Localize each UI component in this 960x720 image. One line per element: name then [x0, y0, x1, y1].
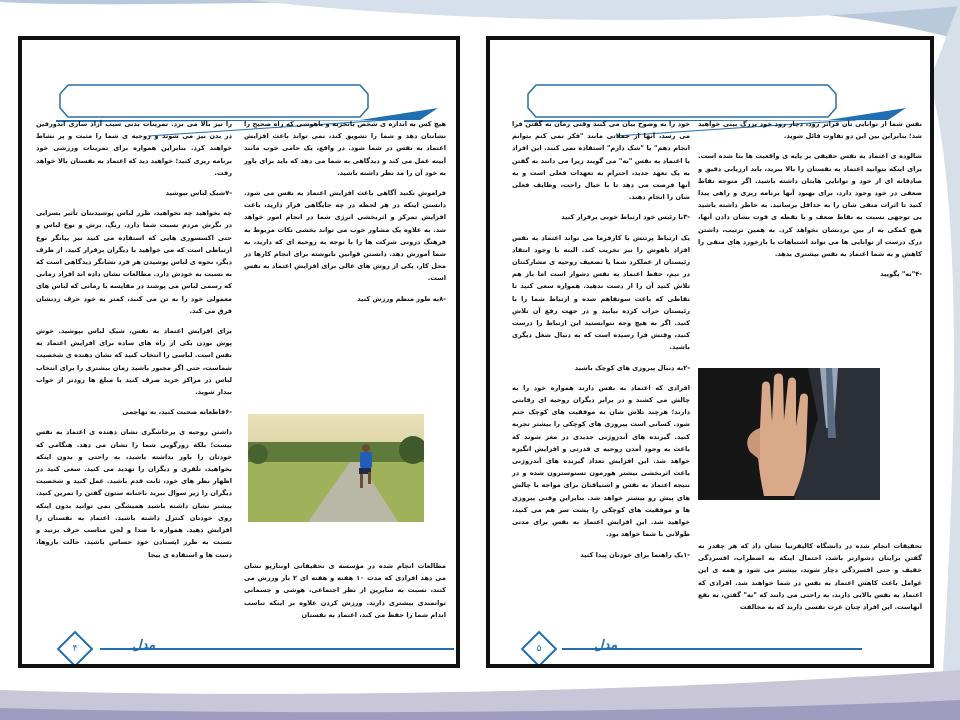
paragraph: افرادی که اعتماد به نفس دارند همواره خود را به چالش می کشند و در برابر دیگران روحیه ای رقابتی دارند؛ هرچند تلاش شان به موفقیت های کوچک ختم شود. کسانی است پیروزی های کوچکی را بیشتر تجربه کنید. گیرنده های آندروژنی جدیدی در مغز شوند که باعث به وجود آمدن روحیه ی قدرتی و افزایش انگیزه خواهد شد. این افزایش تعداد گیرنده های آندروژنی باعث اثربخشی بیشتر هورمون تستوسترون شده و در نتیجه اعتماد به نفس و اشتیاقتان برای مواجه با چالش های پیش رو بیشتر خواهد شد. بنابراین وقتی پیروزی ها و موفقیت های کوچکی را پشت سر هم می کنید، خواهید شد. این افزایش اعتماد به نفس برای مدتی طولانی با شما خواهد بود. — [512, 383, 690, 539]
section-heading: -۳با رئیس خود ارتباط خوبی برقرار کنید — [561, 213, 690, 222]
section-heading: -۴"نه" بگویید — [880, 270, 922, 279]
magazine-page-right — [486, 36, 934, 668]
magazine-page-left — [18, 36, 460, 668]
magazine-logo: مدل — [132, 638, 156, 653]
paragraph: تحقیقات انجام شده در دانشگاه کالیفرنیا نشان داد که هر چقدر نه گفتن برایتان دشوارتر باشد، احتمال اینکه به اضطراب، افسردگی خفیف و حتی افسردگی دچار شوید، بیشتر می شود و همه ی این عوامل باعث کاهش اعتماد به نفس در شما خواهند شد. افرادی که اعتماد به نفس بالایی دارند، به راحتی می دانند که "نه" گفتن، به نفع آنهاست. این افراد چنان عزت نفسی دارند که به مخالفت — [698, 542, 922, 612]
section-heading: -۷شیک لباس بپوشید — [165, 189, 232, 198]
paragraph: نفس شما از توانایی تان فراتر رود، دچار رود خود بزرگ بینی خواهید شد؛ بنابراین بین این دو تفاوت قائل شوید. — [698, 120, 922, 141]
paragraph: خود را به وضوح بیان می کنند وقتی زمان نه گفتن فرا می رسد، آنها از جملاتی مانند "فکر نمی کنم بتوانم انجام دهم" یا "شک دارم" استفاده نمی کنند. این افراد با اعتماد به نفس "نه" می گویند زیرا می دانند نه گفتن به یک تعهد جدید، احترام به تعهدات فعلی است و به آنها فرصت می دهد تا با خیال راحت، وظایف فعلی شان را انجام دهند. — [512, 120, 690, 202]
page-number: ۵ — [536, 644, 542, 654]
stop-hand-photo — [698, 368, 880, 500]
paragraph: یک ارتباط پرتنش با کارفرما می تواند اعتماد به نفس افراد باهوش را نیز تخریب کند. البته با وجود انتقاد رئیستان از عملکرد شما یا تضعیف روحیه ی مشارکتتان در تیم، حفظ اعتماد به نفس دشوار است اما باز هم تلاش کنید آن را از دست ندهید. همواره سعی کنید تا نقاطی که باعث سوتفاهم شده و ارتباط شما را با رئیستان خراب کرده بیابید و در جهت رفع آن تلاش کنید. اگر به هیچ وجه نتوانستید این ارتباط را درست کنید، وقتش فرا رسیده است که به دنبال شغل دیگری باشید. — [512, 233, 690, 352]
magazine-logo: مدل — [594, 638, 618, 653]
column-left — [36, 118, 232, 569]
paragraph: شالوده ی اعتماد به نفس حقیقی بر پایه ی واقعیت ها بنا شده است. برای اینکه بتوانید اعتماد به نفستان را بالا ببرید، باید ارزیابی دقیق و صادقانه ای از خود و توانایی هایتان داشته باشید. اگر متوجه نقاط ضعفی در خود وجود دارد، برای بهبود آنها برنامه ریزی و راهی پیدا کنید تا اثرات منفی شان را به حداقل برسانید. به خاطر داشته باشید بی توجهی نسبت به نقاط ضعف و یا نقطه ی قوت نشان دادن آنها، هیچ کمکی به از بین بردنشان نخواهد کرد. به همین ترتیب، داشتن درک درست از توانایی ها می تواند اشتباهات یا بازخورد های منفی را کاهش و به شما اعتماد به نفس بیشتری بدهد. — [698, 152, 922, 259]
paragraph: مطالعات انجام شده در مؤسسه ی تحقیقاتی اونتاریو نشان می دهد افرادی که مدت ۱۰ هفته و هفته ای ۲ بار ورزش می کنند، نسبت به سایرین از نظر اجتماعی، هوشی و جسمانی توانمندی بیشتری دارند. ورزش کردن علاوه بر اینکه تناسب اندام شما را حفظ می کند، اعتماد به نفستان — [244, 562, 446, 619]
paragraph: داشتن روحیه ی پرخاشگری نشان دهنده ی اعتماد به نفس نیست؛ بلکه زورگویی شما را نشان می دهد. هنگامی که خودتان را باور نداشته باشید، به راحتی و بدون اینکه بخواهید، تلفری و دیگران را تهدید می کنید. سعی کنید در اظهار نظر های خود، ثابت قدم باشید. عمل کنید و شخصیت دیگران را زیر سوال ببرید ناخنانه ستون گفتن را تمرین کنید. بیشتر نشان داشته باشید همیشگی نمی توانید بدون اینکه روی خودتان کنترل داشته باشید. اعتماد به نفستان را افزایش دهید. همواره با صدا و لحن مناسب حرف بزنید و نسبت به طرز ایستادن خود حساس باشید، حالت بازوها، دست ها و استفاده ی بیجا — [36, 428, 232, 559]
section-heading: -۶قاطعانه صحبت کنید، نه تهاجمی — [122, 408, 232, 417]
column-right — [244, 118, 446, 313]
section-heading: -۲به دنبال پیروزی های کوچک باشید — [574, 363, 690, 372]
section-heading: -۱یک راهنما برای خودتان پیدا کنید — [580, 550, 690, 559]
column-right-bottom — [698, 540, 922, 621]
column-right-bottom — [244, 560, 446, 629]
paragraph: فراموش نکنید آگاهی باعث افزایش اعتماد به نفس می شود. دانستن اینکه در هر لحظه در چه جایگاهی قرار دارید، باعث افزایش تمرکز و اثربخشی انرژی شما در انجام امور خواهد شد. به علاوه یک مشاور خوب می تواند بخشی نکات مربوط به فرهنگ درونی شرکت ها را با توجه به روحیه ای که دارید، به شما آموزش دهد. دانستن قوانین نانوشته برای انجام کارها در محل کار، یکی از روش های عالی برای افزایش اعتماد به نفس است. — [244, 189, 446, 283]
section-heading: -۸به طور منظم ورزش کنید — [357, 294, 446, 303]
column-right — [698, 118, 922, 288]
runner-photo — [248, 414, 424, 522]
paragraph: هیچ کس به اندازه ی شخص باتجربه و باهوشی که راه صحیح را نشانتان دهد و شما را تشویق کند، نمی تواند باعث افزایش اعتماد به نفس در شما شود. در واقع، یک حامی خوب مانند آیینه عمل می کند و دیدگاهی به شما می دهد که باید برای باور به خود آن را مد نظر داشته باشید. — [244, 120, 446, 177]
page-number-badge — [521, 631, 558, 668]
column-left — [512, 118, 690, 569]
paragraph: برای افزایش اعتماد به نفس، شیک لباس بپوشید. خوش پوش بودن یکی از راه های ساده برای افزایش اعتماد به نفس است. لباسی را انتخاب کنید که نشان دهنده ی شخصیت شماست، حتی اگر مجبور باشید زمان بیشتری را برای انتخاب لباس در مراکز خرید صرف کنید یا مبلغ ها زودتر از خواب بیدار شوید. — [36, 327, 232, 397]
paragraph: را نیز بالا می برد. تمرینات بدنی سبب آزاد سازی اندورفین در بدن نیز می شوند و روحیه ی شما را مثبت و پر نشاط خواهند کرد. بنابراین همواره برای تمرینات ورزشی خود برنامه ریزی کنید؛ خواهید دید که اعتماد به نفستان بالا خواهد رفت. — [36, 120, 232, 177]
paragraph: چه بخواهید چه نخواهید، طرز لباس پوشیدنتان تأثیر بسزایی در نگرش مردم نسبت شما دارد. رنگ، برش و نوع لباس و حتی اکسسوری هایی که استفاده می کنید نیز بیانگر نوع ارتباطی است که می خواهید با دیگران برقرار کنید. از طرف دیگر، نحوه ی لباس پوشیدن هر فرد نشانگر دیدگاهی است که به نسبت به خودش دارد. مطالعات نشان داده اند افراد زمانی که رسمی لباس می پوشند در مقایسه با زمانی که لباس های معمولی خود را به تن می کنند، کمتر به خود حرف زدنشان فرق می کند. — [36, 209, 232, 315]
page-number: ۴ — [72, 644, 78, 654]
page-number-badge — [57, 631, 94, 668]
